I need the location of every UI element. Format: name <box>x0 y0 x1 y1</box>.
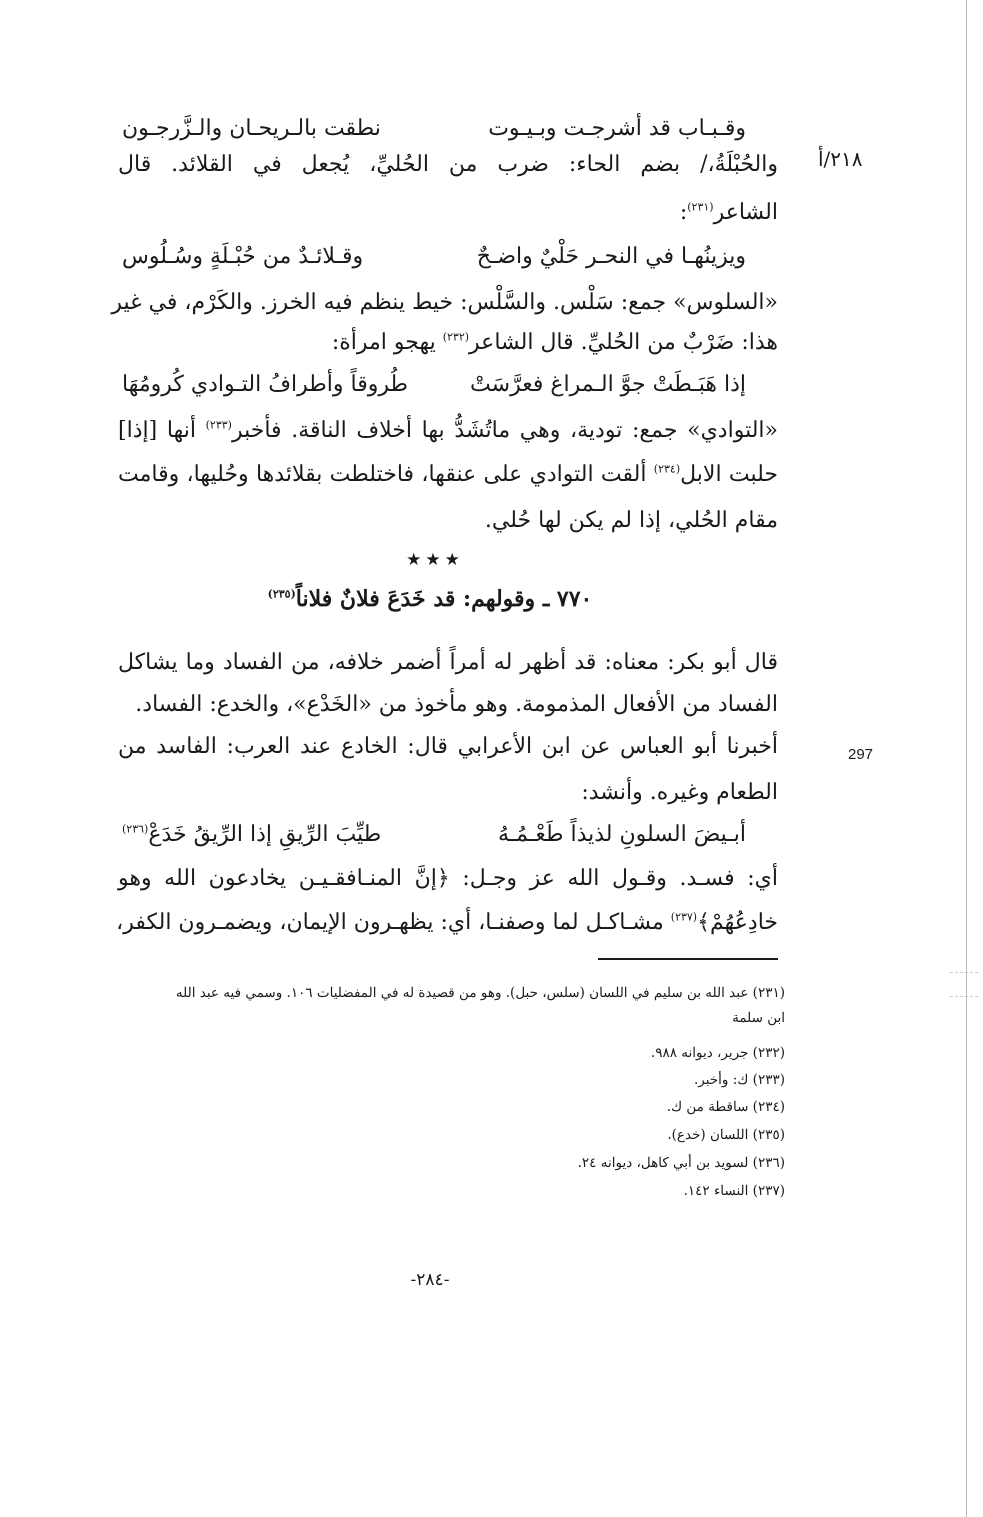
footnote-ref: (٢٣٤) <box>653 462 681 476</box>
text-line: أي: فسـد. وقـول الله عز وجـل: ﴿إنَّ المنـافقـيـن يخادعون الله وهو <box>118 866 778 891</box>
footnote-ref: (٢٣١) <box>687 200 714 214</box>
footnote: (٢٣٦) لسويد بن أبي كاهل، ديوانه ٢٤. <box>577 1155 785 1171</box>
verse-hemistich: إذا هَبَـطَتْ جوَّ الـمراغ فعرَّسَتْ <box>470 372 746 397</box>
footnote: (٢٣٧) النساء ١٤٢. <box>683 1183 785 1199</box>
text-line: «السلوس» جمع: سَلْس. والسَّلْس: خيط ينظم فيه الخرز. والكَرْم، في غير <box>111 290 778 315</box>
margin-edition-page: 297 <box>848 746 874 763</box>
footnote-ref: (٢٣٥) <box>267 587 296 601</box>
page-number: -٢٨٤- <box>410 1270 450 1290</box>
footnote: (٢٣١) عبد الله بن سليم في اللسان (سلس، حبل). وهو من قصيدة له في المفضليات ١٠٦. وسمي فيه عبد الله <box>175 985 785 1001</box>
text-line: الفساد من الأفعال المذمومة. وهو مأخوذ من «الخَدْع»، والخدع: الفساد. <box>135 692 778 717</box>
footnote-ref: (٢٣٣) <box>205 418 232 432</box>
text-line: والحُبْلَةُ،/ بضم الحاء: ضرب من الحُليِّ، يُجعل في القلائد. قال <box>118 152 778 177</box>
verse-hemistich: وقـلائـدٌ من حُبْـلَةٍ وسُـلُوس <box>122 244 364 269</box>
scan-edge-line <box>966 0 967 1517</box>
text-line: الطعام وغيره. وأنشد: <box>581 780 778 805</box>
verse-hemistich: طُروقاً وأطرافُ التـوادي كُرومُهَا <box>122 372 409 397</box>
footnote-separator <box>598 958 778 960</box>
margin-folio-reference: ٢١٨/أ <box>818 147 863 171</box>
verse-line <box>118 244 778 269</box>
verse-line <box>118 372 778 397</box>
footnote: ابن سلمة <box>732 1010 785 1026</box>
section-separator: ★★★ <box>406 550 464 570</box>
text-line: قال أبو بكر: معناه: قد أظهر له أمراً أضمر خلافه، من الفساد وما يشاكل <box>118 650 778 675</box>
text-line: أخبرنا أبو العباس عن ابن الأعرابي قال: الخادع عند العرب: الفاسد من <box>118 734 778 759</box>
scan-edge-mark <box>950 972 978 973</box>
entry-heading: ٧٧٠ ـ وقولهم: قد خَدَعَ فلانٌ فلاناً$^{(٢٣٥)}$ <box>267 586 593 612</box>
scan-edge-mark <box>950 996 978 997</box>
text-line: حلبت الابل$^{(٢٣٤)}$ ألقت التوادي على عنقها، فاختلطت بقلائدها وحُليها، وقامت <box>118 462 779 487</box>
verse-hemistich: وقـبـاب قد أشرجـت وبـيـوت <box>488 116 746 141</box>
verse-hemistich: طيِّبَ الرِّيقِ إذا الرِّيقُ خَدَعْ$^{(٢٣٦)}$ <box>122 822 382 847</box>
text-line: مقام الحُلي، إذا لم يكن لها حُلي. <box>484 508 778 533</box>
footnote-ref: (٢٣٢) <box>442 330 470 344</box>
text-line: خادِعُهُمْ﴾$^{(٢٣٧)}$ مشـاكـل لما وصفنـا، أي: يظهـرون الإيمان، ويضمـرون الكفر، <box>116 910 778 935</box>
footnote: (٢٣٢) جرير، ديوانه ٩٨٨. <box>650 1045 785 1061</box>
footnote: (٢٣٥) اللسان (خدع). <box>667 1127 785 1143</box>
verse-hemistich: أبـيضَ السلونِ لذيذاً طَعْـمُـهُ <box>497 822 746 847</box>
footnote-ref: (٢٣٦) <box>122 822 149 836</box>
footnote-ref: (٢٣٧) <box>670 910 698 924</box>
text-line: الشاعر$^{(٢٣١)}$: <box>679 200 778 225</box>
verse-hemistich: نطقت بالـريحـان والـزَّرجـون <box>122 116 381 141</box>
text-line: «التوادي» جمع: تودية، وهي ماتُشَدُّ بها أخلاف الناقة. فأخبر$^{(٢٣٣)}$ أنها [إذا] <box>118 418 778 443</box>
verse-line <box>118 116 778 141</box>
verse-hemistich: ويزينُهـا في النحـر حَلْيٌ واضـحٌ <box>476 244 746 269</box>
text-line: هذا: ضَرْبٌ من الحُليِّ. قال الشاعر$^{(٢٣٢)}$ يهجو امرأة: <box>331 330 778 355</box>
verse-line <box>118 822 778 847</box>
footnote: (٢٣٤) ساقطة من ك. <box>666 1099 785 1115</box>
footnote: (٢٣٣) ك: وأخبر. <box>693 1072 785 1088</box>
